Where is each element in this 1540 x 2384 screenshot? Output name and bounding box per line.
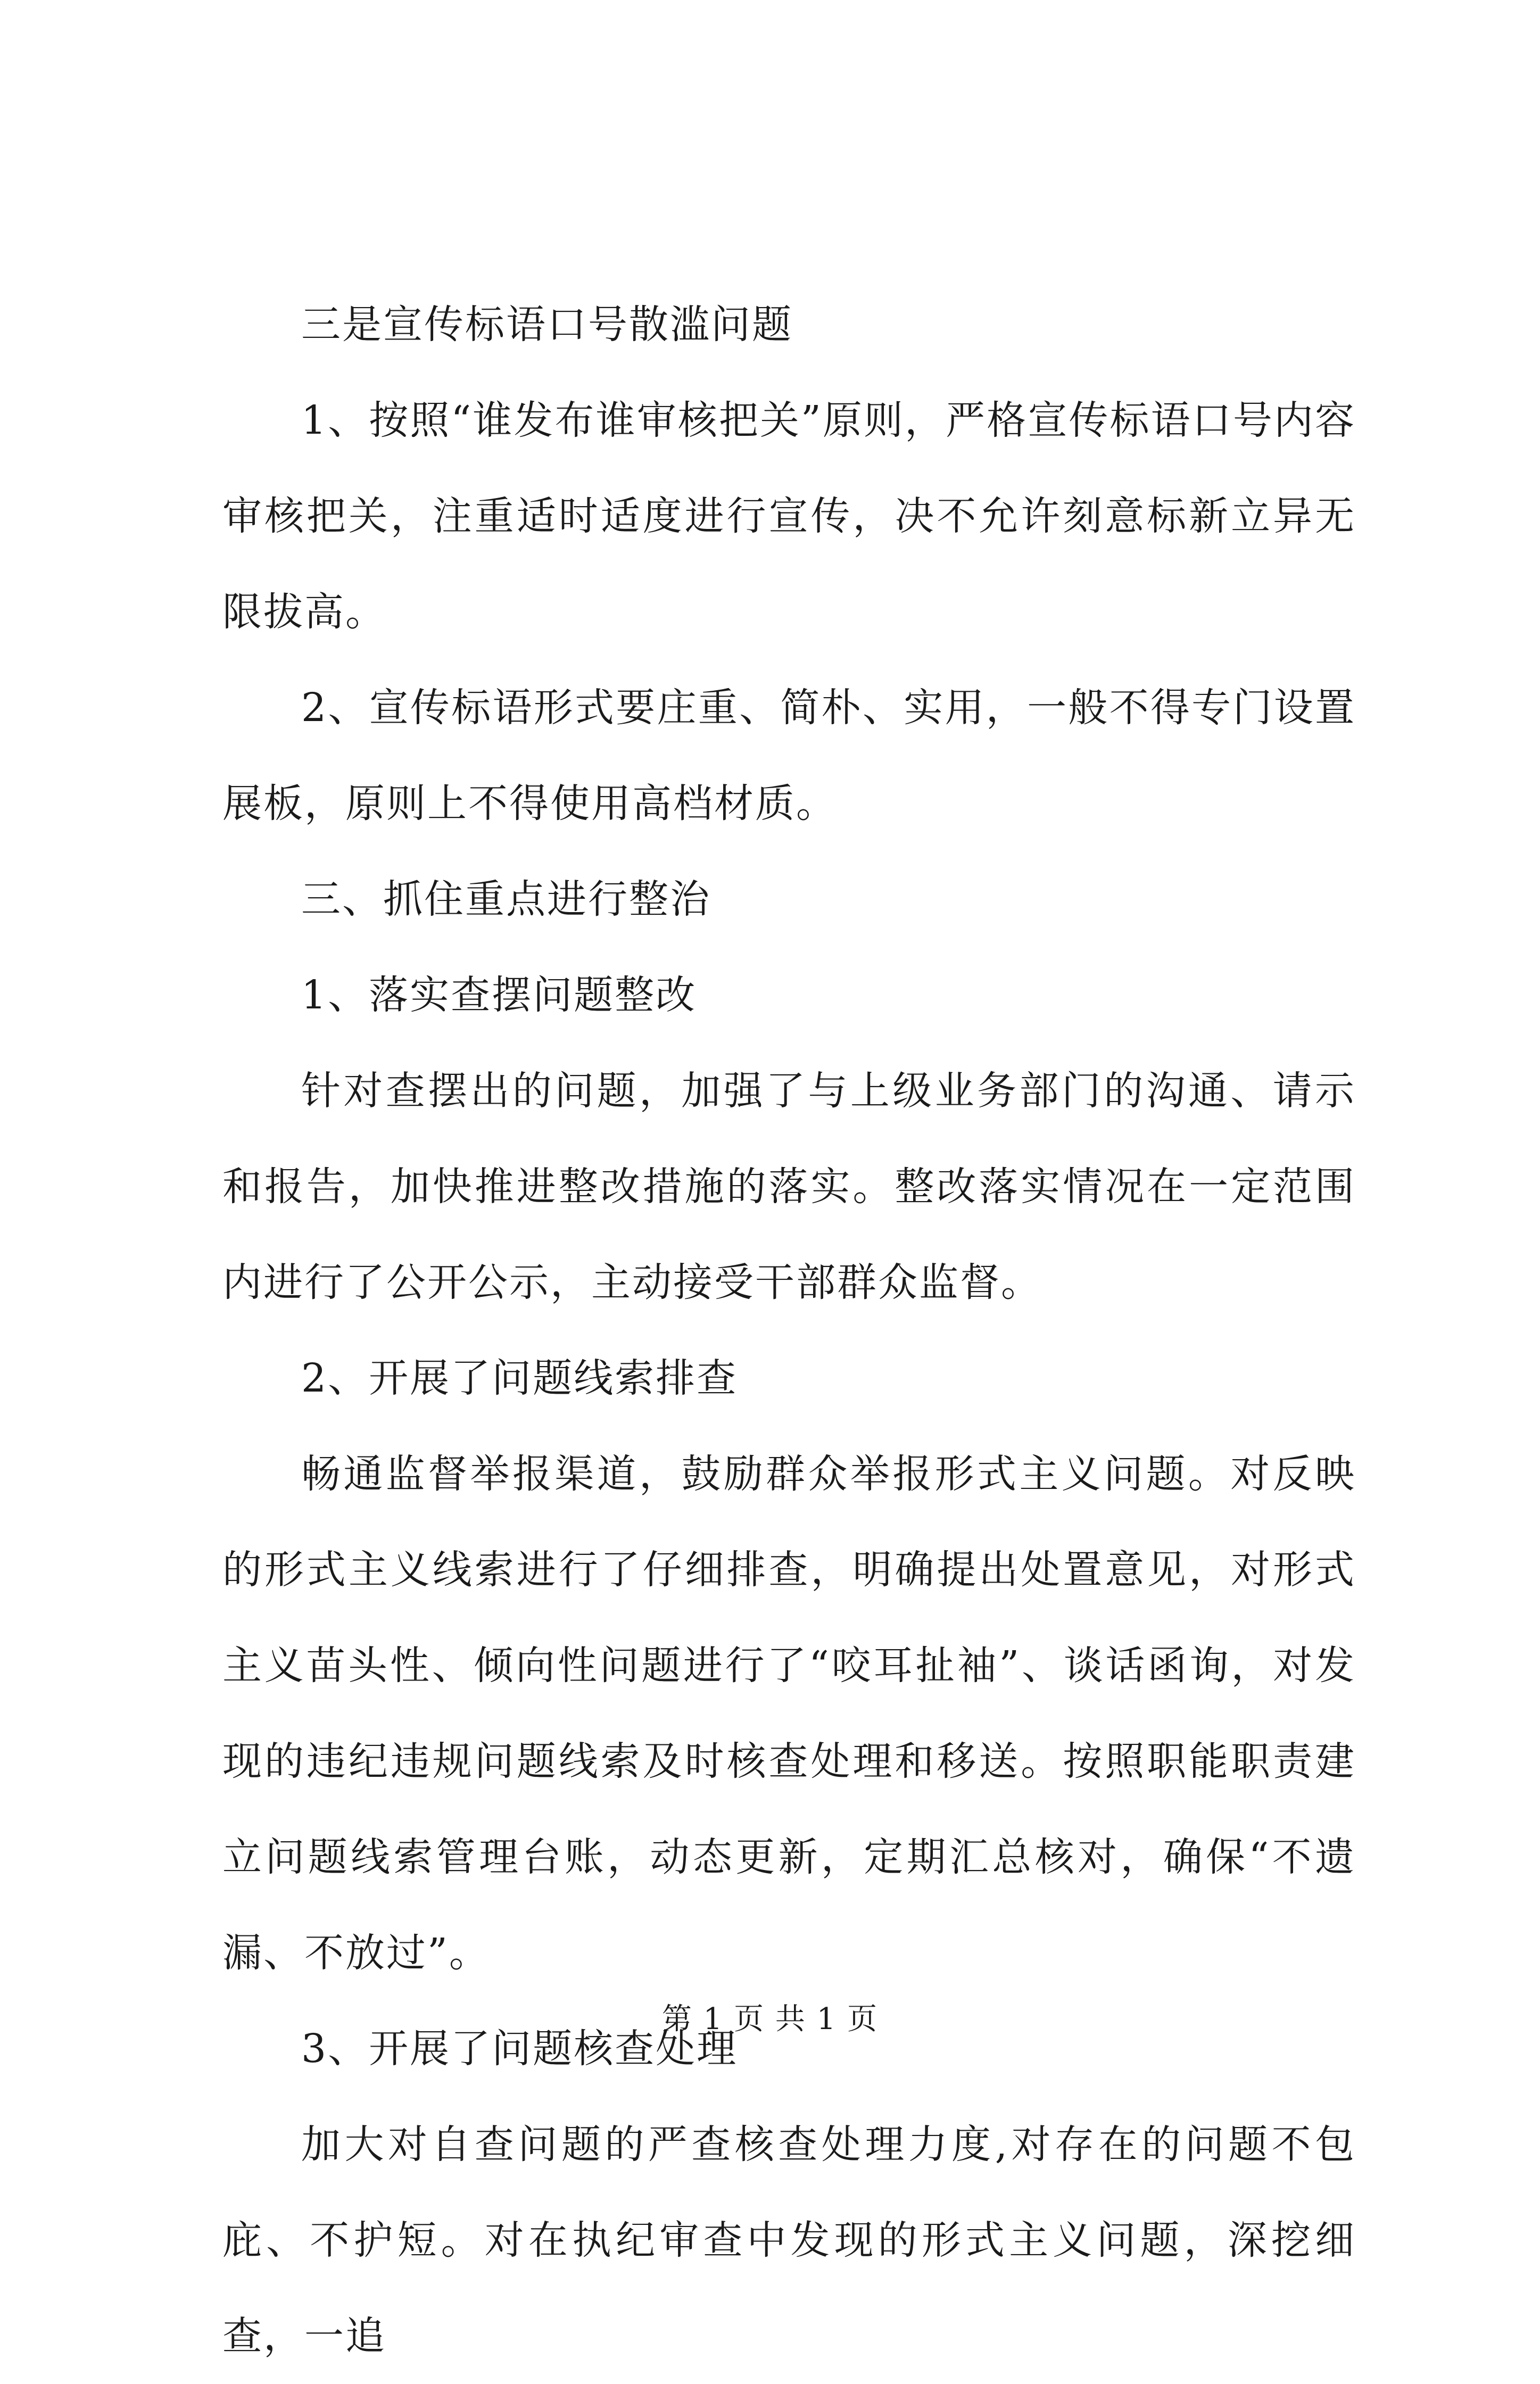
subheading-3: 3、开展了问题核查处理 <box>301 2026 738 2072</box>
section-heading: 三、抓住重点进行整治 <box>301 876 711 922</box>
document-body <box>222 277 1356 2384</box>
paragraph-heading-3: 三是宣传标语口号散滥问题 <box>301 302 793 347</box>
subheading-1: 1、落实查摆问题整改 <box>301 972 697 1018</box>
paragraph-item-2: 2、宣传标语形式要庄重、简朴、实用，一般不得专门设置展板，原则上不得使用高档材质。 <box>222 685 1356 826</box>
paragraph-body-2: 畅通监督举报渠道，鼓励群众举报形式主义问题。对反映的形式主义线索进行了仔细排查，明确提出处置意见，对形式主义苗头性、倾向性问题进行了“咬耳扯袖”、谈话函询，对发现的违纪违规问题线索及时核查处理和移送。按照职能职责建立问题线索管理台账，动态更新，定期汇总核对，确保“不遗漏、不放过”。 <box>222 1451 1356 1976</box>
paragraph-item-1: 1、按照“谁发布谁审核把关”原则，严格宣传标语口号内容审核把关，注重适时适度进行宣传，决不允许刻意标新立异无限拔高。 <box>222 398 1356 635</box>
page-number-footer: 第 1 页 共 1 页 <box>661 2002 879 2037</box>
paragraph-body-1: 针对查摆出的问题，加强了与上级业务部门的沟通、请示和报告，加快推进整改措施的落实。整改落实情况在一定范围内进行了公开公示，主动接受干部群众监督。 <box>222 1068 1356 1305</box>
subheading-2: 2、开展了问题线索排查 <box>301 1355 738 1401</box>
paragraph-body-3: 加大对自查问题的严查核查处理力度,对存在的问题不包庇、不护短。对在执纪审查中发现的形式主义问题，深挖细查，一追 <box>222 2122 1356 2359</box>
